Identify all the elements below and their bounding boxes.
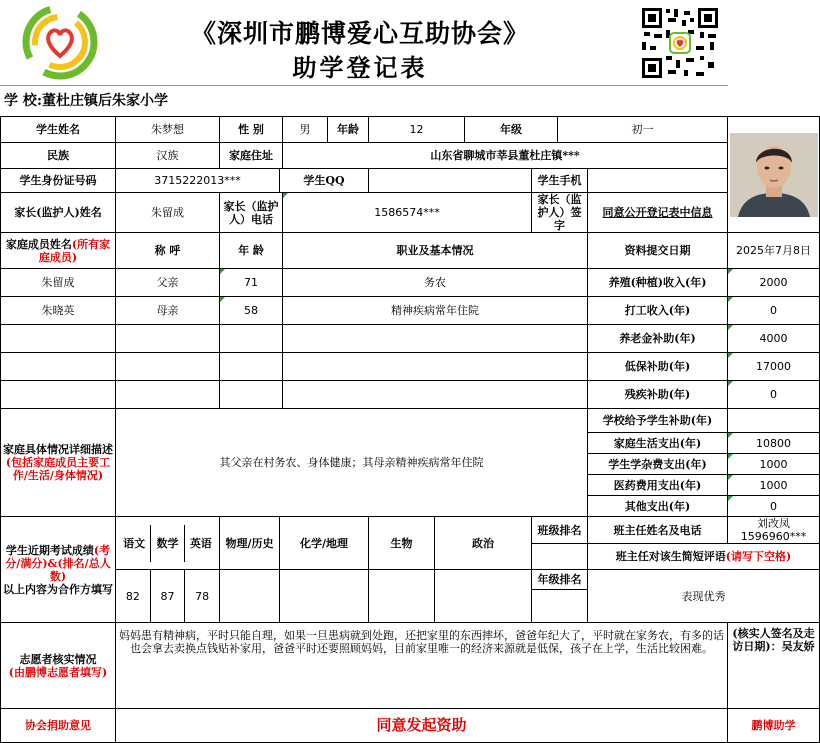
student-qq-value — [369, 169, 532, 193]
student-id-label: 学生身份证号码 — [1, 169, 116, 193]
family-member-age-empty — [220, 325, 283, 353]
donation-opinion-label: 协会捐助意见 — [1, 709, 116, 743]
gender-label: 性 别 — [220, 117, 283, 143]
finance-item-value: 2000 — [728, 269, 820, 297]
subject-score: 78 — [195, 589, 210, 603]
title-line-1: 《深圳市鹏博爱心互助协会》 — [190, 19, 529, 48]
finance-item-label: 残疾补助(年) — [588, 381, 728, 409]
exam-label-footnote: 以上内容为合作方填写 — [3, 582, 113, 596]
volunteer-sign: (核实人签名及走访日期)：吴友娇 — [728, 623, 820, 709]
age-value: 12 — [369, 117, 465, 143]
finance-item-value: 0 — [728, 381, 820, 409]
volunteer-text: 妈妈患有精神病，平时只能自理，如果一旦患病就到处跑，还把家里的东西摔坏，爸爸年纪大了，平时就在家务农，有多的话也会拿去卖换点钱贴补家用，爸爸平时还要照顾妈妈，目前家里唯一的经济来源就是低保，孩子在上学，生活比较困难。 — [116, 623, 728, 709]
address-label: 家庭住址 — [220, 143, 283, 169]
teacher-contact — [728, 517, 820, 544]
comment-label — [588, 544, 820, 570]
subject-score: 82 — [116, 570, 151, 622]
family-member-name-empty — [1, 381, 116, 409]
grade-label: 年级 — [465, 117, 558, 143]
class-rank-value — [532, 544, 588, 570]
subject-header — [116, 517, 220, 570]
ethnicity-label: 民族 — [1, 143, 116, 169]
finance-item-label: 打工收入(年) — [588, 297, 728, 325]
family-member-job-empty — [283, 381, 588, 409]
family-member-job: 务农 — [283, 269, 588, 297]
volunteer-label — [1, 623, 116, 709]
comment-label-note: (请写下空格) — [725, 550, 792, 563]
family-member-job: 精神疾病常年住院 — [283, 297, 588, 325]
age-header: 年 龄 — [220, 233, 283, 269]
student-name-label: 学生姓名 — [1, 117, 116, 143]
registration-table — [0, 116, 820, 743]
guardian-phone-value: 1586574*** — [283, 193, 532, 233]
student-portrait-image — [730, 133, 818, 217]
gender-value: 男 — [283, 117, 328, 143]
subject-score — [220, 570, 280, 623]
finance-item-label: 学生学杂费支出(年) — [588, 454, 728, 475]
subject-name: 数学 — [151, 525, 184, 562]
school-label: 学 校: — [4, 93, 43, 109]
guardian-name-label: 家长(监护人)姓名 — [1, 193, 116, 233]
family-member-job-empty — [283, 353, 588, 381]
subject-name: 政治 — [435, 517, 532, 570]
family-member-header-note: (所有家庭成员) — [38, 237, 111, 264]
finance-item-label: 养老金补助(年) — [588, 325, 728, 353]
student-phone-value — [588, 169, 728, 193]
student-phone-label: 学生手机 — [532, 169, 588, 193]
brand-label: 鹏博助学 — [728, 709, 820, 743]
family-member-age: 58 — [220, 297, 283, 325]
volunteer-label-note: (由鹏博志愿者填写) — [8, 665, 108, 679]
subject-name: 语文 — [118, 525, 151, 562]
family-member-age-empty — [220, 353, 283, 381]
family-member-name-empty — [1, 325, 116, 353]
school-line — [4, 90, 168, 110]
finance-item-label: 其他支出(年) — [588, 496, 728, 517]
comment-label-text: 班主任对该生简短评语 — [615, 550, 726, 563]
family-member-relation-empty — [116, 381, 220, 409]
score-row — [116, 570, 220, 623]
family-member-age-empty — [220, 381, 283, 409]
situation-label-text: 家庭具体情况详细描述 — [3, 443, 113, 456]
title-line-2: 助学登记表 — [292, 53, 428, 82]
donation-opinion-value: 同意发起资助 — [116, 709, 728, 743]
subject-score — [280, 570, 369, 623]
finance-item-value: 1000 — [728, 475, 820, 496]
grade-rank-value — [532, 590, 588, 623]
finance-item-value: 4000 — [728, 325, 820, 353]
subject-name: 生物 — [369, 517, 435, 570]
finance-item-value: 17000 — [728, 353, 820, 381]
school-name: 董杜庄镇后朱家小学 — [42, 93, 169, 109]
finance-item-label: 学校给予学生补助(年) — [588, 409, 728, 433]
qr-code — [640, 6, 720, 80]
family-member-age: 71 — [220, 269, 283, 297]
guardian-sign-label: 家长（监护人）签字 — [532, 193, 588, 233]
exam-label-text: 学生近期考试成绩 — [5, 543, 94, 557]
teacher-comment: 表现优秀 — [588, 570, 820, 623]
header-divider — [0, 85, 728, 86]
job-header: 职业及基本情况 — [283, 233, 588, 269]
teacher-label: 班主任姓名及电话 — [588, 517, 728, 544]
class-rank-label: 班级排名 — [532, 517, 588, 544]
relation-header: 称 呼 — [116, 233, 220, 269]
situation-label-note: (包括家庭成员主要工作/生活/身体情况) — [5, 456, 111, 482]
student-id-value: 3715222013*** — [116, 169, 280, 193]
finance-item-value: 10800 — [728, 433, 820, 454]
family-member-header — [1, 233, 116, 269]
situation-text: 其父亲在村务农、身体健康；其母亲精神疾病常年住院 — [116, 409, 588, 517]
grade-value: 初一 — [558, 117, 728, 143]
subject-score — [435, 570, 532, 623]
form-header — [0, 0, 728, 88]
teacher-phone: 1596960*** — [740, 530, 807, 543]
age-label: 年龄 — [328, 117, 369, 143]
student-photo — [728, 117, 820, 233]
guardian-name-value: 朱留成 — [116, 193, 220, 233]
subject-name: 物理/历史 — [220, 517, 280, 570]
family-member-relation-empty — [116, 325, 220, 353]
subject-name: 化学/地理 — [280, 517, 369, 570]
exam-label — [1, 517, 116, 623]
subject-score — [369, 570, 435, 623]
student-qq-label: 学生QQ — [280, 169, 369, 193]
finance-item-label: 低保补助(年) — [588, 353, 728, 381]
submit-date-label: 资料提交日期 — [588, 233, 728, 269]
family-member-name: 朱留成 — [1, 269, 116, 297]
address-value: 山东省聊城市莘县董杜庄镇*** — [283, 143, 728, 169]
grade-rank-label: 年级排名 — [532, 570, 588, 590]
finance-item-label: 家庭生活支出(年) — [588, 433, 728, 454]
family-member-header-text: 家庭成员姓名 — [5, 237, 72, 251]
subject-name: 英语 — [189, 536, 212, 550]
volunteer-label-text: 志愿者核实情况 — [19, 652, 97, 666]
guardian-phone-label: 家长（监护人）电话 — [220, 193, 283, 233]
exam-label-note: (考分/满分)&(排名/总人数) — [5, 543, 111, 583]
finance-item-value — [728, 409, 820, 433]
family-member-name: 朱晓英 — [1, 297, 116, 325]
finance-item-value: 0 — [728, 496, 820, 517]
finance-item-label: 养殖(种植)收入(年) — [588, 269, 728, 297]
family-member-relation: 母亲 — [116, 297, 220, 325]
family-member-relation-empty — [116, 353, 220, 381]
submit-date-value: 2025年7月8日 — [728, 233, 820, 269]
association-logo — [20, 4, 100, 80]
finance-item-label: 医药费用支出(年) — [588, 475, 728, 496]
situation-label — [1, 409, 116, 517]
family-member-relation: 父亲 — [116, 269, 220, 297]
guardian-sign-value: 同意公开登记表中信息 — [588, 193, 728, 233]
student-name: 朱梦想 — [116, 117, 220, 143]
family-member-job-empty — [283, 325, 588, 353]
teacher-name: 刘改凤 — [757, 517, 791, 530]
ethnicity-value: 汉族 — [116, 143, 220, 169]
finance-item-value: 1000 — [728, 454, 820, 475]
finance-item-value: 0 — [728, 297, 820, 325]
family-member-name-empty — [1, 353, 116, 381]
subject-score: 87 — [151, 570, 186, 622]
